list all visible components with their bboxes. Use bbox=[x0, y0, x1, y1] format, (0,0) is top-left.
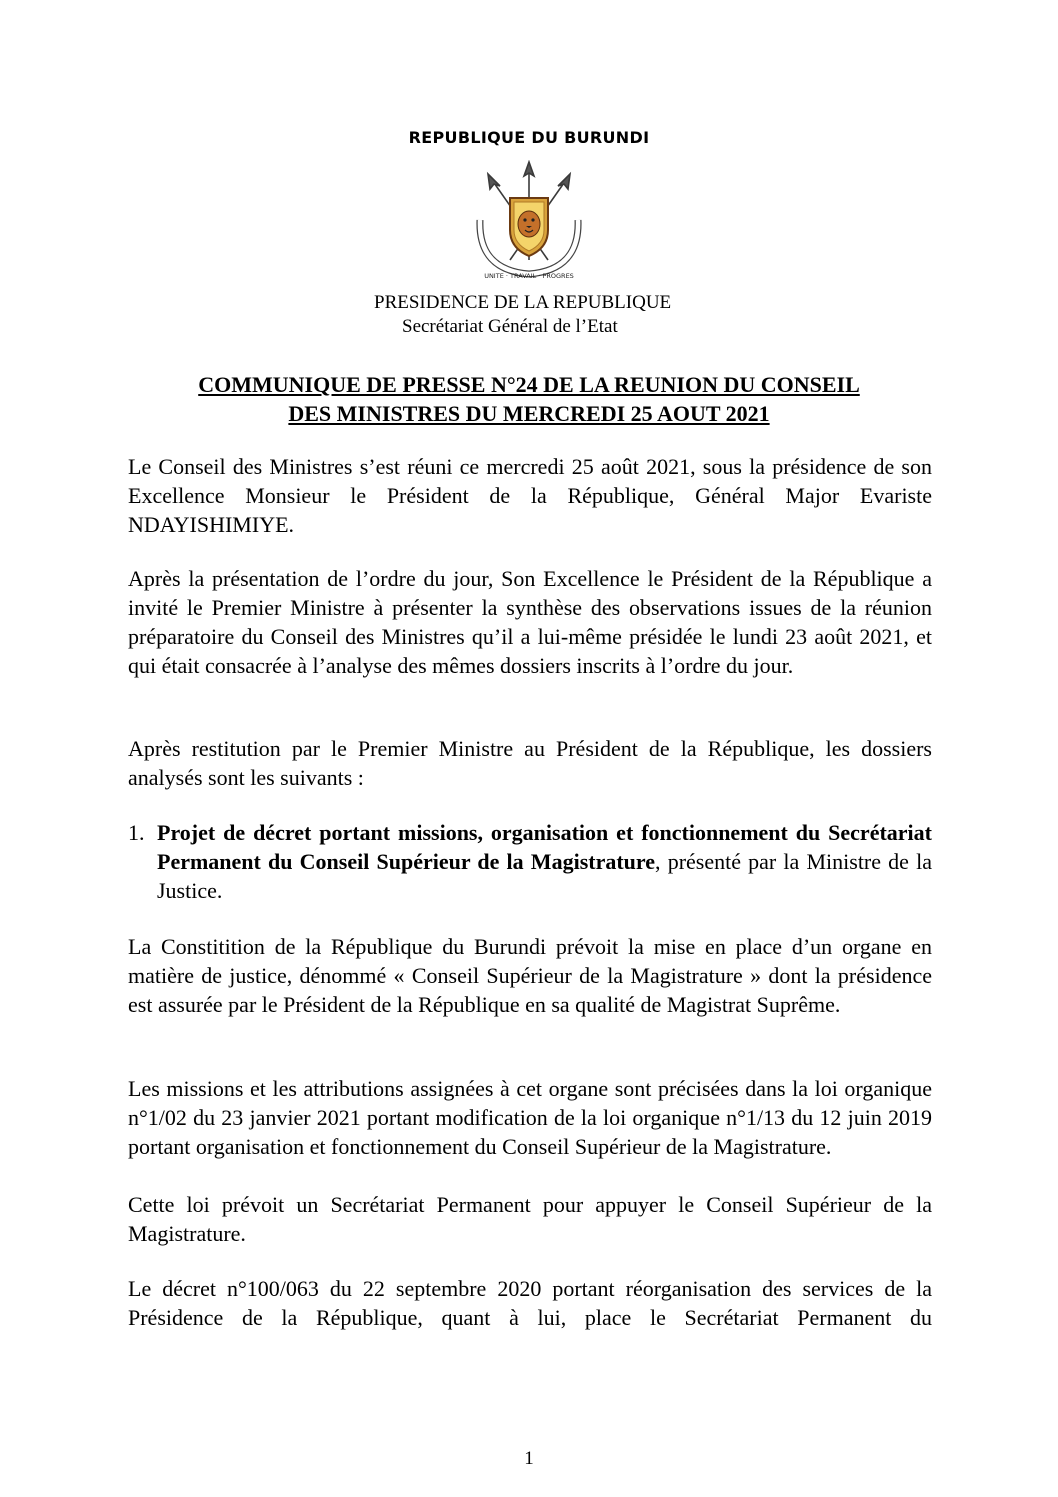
paragraph-6: Cette loi prévoit un Secrétariat Permanent pour appuyer le Conseil Supérieur de la Magistrature. bbox=[128, 1192, 932, 1246]
paragraph-1: Le Conseil des Ministres s’est réuni ce mercredi 25 août 2021, sous la présidence de son Excellence Monsieur le Président de la République, Général Major Evariste NDAYISHIMIYE. bbox=[128, 454, 932, 537]
list-item bbox=[128, 818, 932, 905]
paragraph-3: Après restitution par le Premier Ministre au Président de la République, les dossiers analysés sont les suivants : bbox=[128, 736, 932, 790]
list-item-text bbox=[157, 818, 932, 905]
paragraph-5: Les missions et les attributions assignées à cet organe sont précisées dans la loi organique n°1/02 du 23 janvier 2021 portant modification de la loi organique n°1/13 du 12 juin 2019 portant organisation et fonctionnement du Conseil Supérieur de la Magistrature. bbox=[128, 1076, 932, 1159]
secretariat-heading: Secrétariat Général de l’Etat bbox=[402, 316, 618, 337]
list-item-rest-text: , présenté par la Ministre de la Justice. bbox=[157, 849, 932, 903]
list-item-bold-text: Projet de décret portant missions, organisation et fonctionnement du Secrétariat Permanent du Conseil Supérieur de la Magistrature bbox=[157, 820, 932, 874]
paragraph-7: Le décret n°100/063 du 22 septembre 2020 portant réorganisation des services de la Présidence de la République, quant à lui, place le Secrétariat Permanent du bbox=[128, 1276, 932, 1330]
page-number: 1 bbox=[524, 1448, 534, 1469]
country-heading: REPUBLIQUE DU BURUNDI bbox=[408, 128, 650, 147]
list-item-number: 1. bbox=[128, 820, 145, 845]
paragraph-4: La Constitition de la République du Burundi prévoit la mise en place d’un organe en matière de justice, dénommé « Conseil Supérieur de la Magistrature » dont la présidence est assurée par le Président de la République en sa qualité de Magistrat Suprême. bbox=[128, 934, 932, 1017]
paragraph-2: Après la présentation de l’ordre du jour, Son Excellence le Président de la République a invité le Premier Ministre à présenter la synthèse des observations issues de la réunion préparatoire du Conseil des Ministres qu’il a lui-même présidée le lundi 23 août 2021, et qui était consacrée à l’analyse des mêmes dossiers inscrits à l’ordre du jour. bbox=[128, 566, 932, 678]
coat-of-arms-motto: UNITE · TRAVAIL · PROGRES bbox=[484, 272, 574, 280]
burundi-coat-of-arms-icon bbox=[470, 160, 588, 282]
presidence-heading: PRESIDENCE DE LA REPUBLIQUE bbox=[374, 292, 672, 313]
title-line-1: COMMUNIQUE DE PRESSE N°24 DE LA REUNION DU CONSEIL bbox=[198, 372, 860, 397]
title-line-2: DES MINISTRES DU MERCREDI 25 AOUT 2021 bbox=[288, 401, 770, 426]
document-title bbox=[0, 370, 1058, 428]
